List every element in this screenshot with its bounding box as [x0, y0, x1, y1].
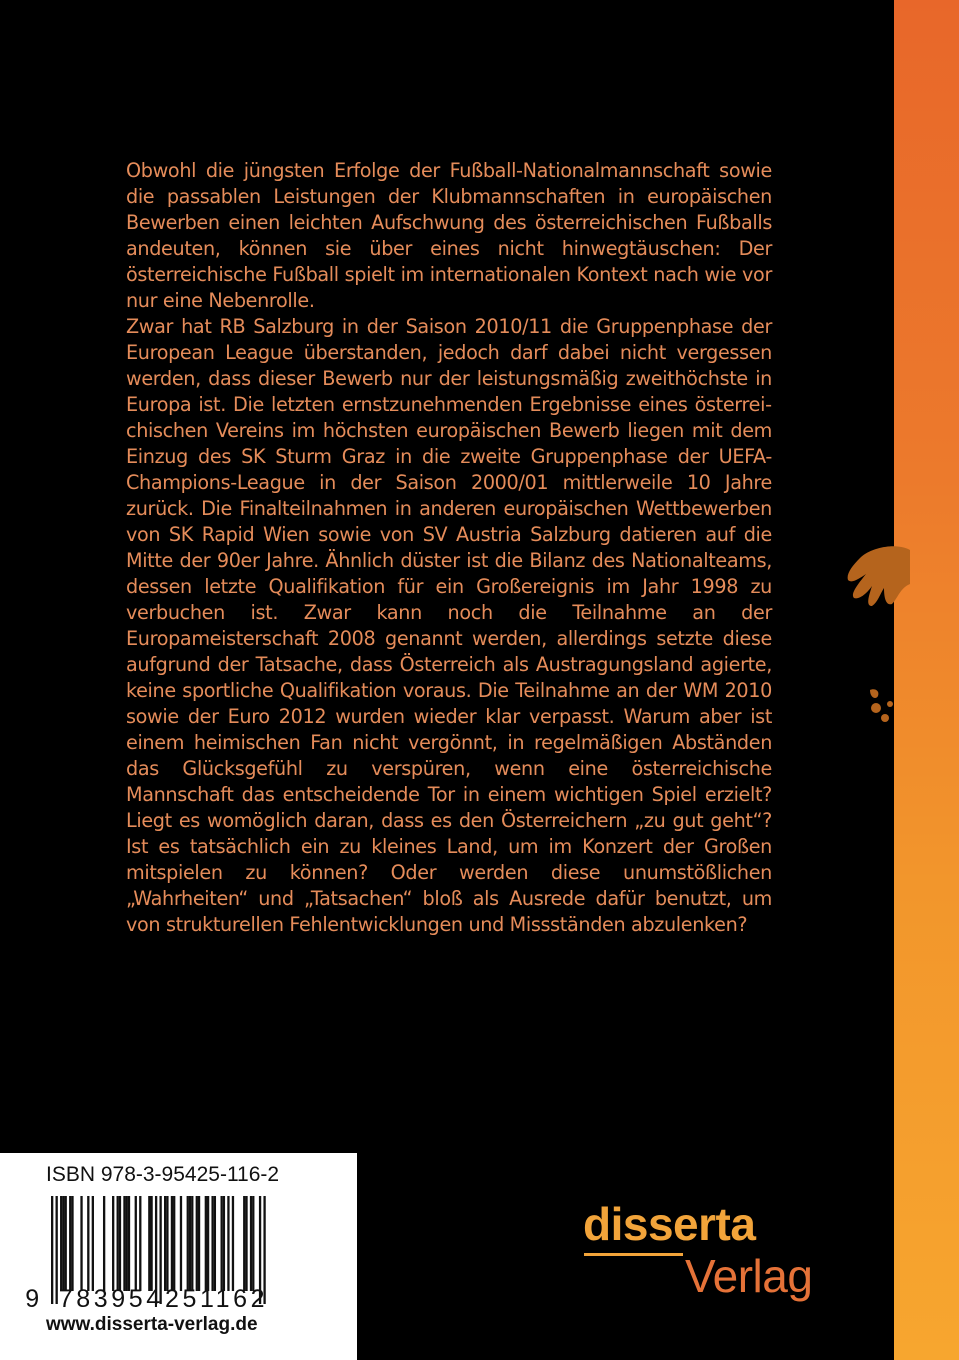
- barcode-bar: [164, 1196, 166, 1291]
- barcode-bar: [211, 1196, 213, 1291]
- barcode-bar: [148, 1196, 150, 1291]
- barcode-bar: [189, 1196, 191, 1291]
- barcode-bar: [92, 1196, 94, 1291]
- barcode-bar: [112, 1196, 114, 1291]
- barcode-bar: [232, 1196, 234, 1291]
- barcode-bar: [71, 1196, 73, 1291]
- barcode-bar: [69, 1196, 71, 1291]
- barcode-bar: [250, 1196, 252, 1291]
- logo-wordmark-bottom: Verlag: [685, 1250, 813, 1302]
- barcode-bar: [166, 1196, 168, 1291]
- barcode-bar: [139, 1196, 141, 1291]
- barcode-bar: [245, 1196, 247, 1291]
- barcode-bar: [223, 1196, 225, 1291]
- barcode-bar: [135, 1196, 137, 1291]
- barcode-digits-right: 251162: [165, 1285, 269, 1313]
- barcode-bar: [150, 1196, 152, 1291]
- barcode-bar: [126, 1196, 128, 1291]
- barcode-bar: [51, 1196, 53, 1304]
- publisher-logo: [583, 1198, 843, 1318]
- barcode-bar: [60, 1196, 62, 1291]
- barcode-bar: [80, 1196, 82, 1291]
- isbn-label: ISBN 978-3-95425-116-2: [46, 1163, 280, 1186]
- barcode-bar: [207, 1196, 209, 1291]
- barcode-bar: [103, 1196, 105, 1291]
- barcode-bar: [221, 1196, 223, 1291]
- barcode-bar: [56, 1196, 58, 1304]
- barcode-bar: [119, 1196, 121, 1291]
- hand-graphic: [840, 540, 910, 740]
- publisher-url: www.disserta-verlag.de: [46, 1314, 258, 1335]
- logo-wordmark-top: disserta: [583, 1198, 756, 1250]
- barcode-bar: [191, 1196, 193, 1291]
- back-cover-blurb: [126, 158, 772, 938]
- barcode-bar: [117, 1196, 119, 1291]
- barcode-bar: [243, 1196, 245, 1291]
- logo-divider: [584, 1253, 683, 1256]
- barcode-panel: [0, 1153, 357, 1360]
- barcode-bar: [205, 1196, 207, 1291]
- barcode-bar: [198, 1196, 200, 1291]
- barcode-bar: [173, 1196, 175, 1291]
- blurb-paragraph-1: Obwohl die jüngsten Erfolge der Fußball-Nationalmannschaft sowie die passablen Leistungen der Klubmannschaften in europäischen Bewerben einen leichten Aufschwung des österreichischen Fußballs andeuten, können sie über eines nicht hinwegtäuschen: Der österreichische Fußball spielt im internationalen Kontext nach wie vor nur eine Nebenrolle.: [126, 159, 772, 312]
- barcode-bar: [196, 1196, 198, 1291]
- barcode-bar: [87, 1196, 89, 1291]
- barcode-bar: [62, 1196, 64, 1291]
- barcode-digit-first: 9: [25, 1285, 43, 1313]
- barcode-bar: [123, 1196, 125, 1291]
- barcode-bar: [214, 1196, 216, 1291]
- barcode-bar: [128, 1196, 130, 1291]
- barcode-bar: [180, 1196, 182, 1291]
- barcode-bar: [171, 1196, 173, 1291]
- isbn-barcode: [0, 1153, 357, 1313]
- barcode-bar: [187, 1196, 189, 1291]
- barcode-bar: [65, 1196, 67, 1291]
- barcode-bar: [252, 1196, 254, 1291]
- barcode-digits-left: 783954: [58, 1285, 164, 1313]
- barcode-bar: [227, 1196, 229, 1291]
- blurb-paragraph-2: Zwar hat RB Salzburg in der Saison 2010/11 die Gruppenphase der European League überstanden, jedoch darf dabei nicht vergessen werden, dass dieser Bewerb nur der leistungsmäßig zweithöchste in Europa ist. Die letzten ernstzunehmenden Ergebnisse eines österreichischen Vereins im höchsten europäischen Bewerb liegen mit dem Einzug des SK Sturm Graz in die zweite Gruppenphase der UEFA-Champions-League in der Saison 2000/01 mittlerweile 10 Jahre zurück. Die Finalteilnahmen in anderen europäischen Wettbewerben von SK Rapid Wien sowie von SV Austria Salzburg datieren auf die Mitte der 90er Jahre. Ähnlich düster ist die Bilanz des Nationalteams, dessen letzte Qualifikation für ein Großereignis im Jahr 1998 zu verbuchen ist. Zwar kann noch die Teilnahme an der Europameisterschaft 2008 genannt werden, allerdings setzte diese aufgrund der Tatsache, dass Österreich als Austragungsland agierte, keine sportliche Qualifikation voraus. Die Teilnahme an der WM 2010 sowie der Euro 2012 wurden wieder klar verpasst. Warum aber ist einem heimischen Fan nicht vergönnt, in regelmäßigen Abständen das Glücksgefühl zu verspüren, wenn eine österreichische Mannschaft das entscheidende Tor in einem wichtigen Spiel erzielt? Liegt es womöglich daran, dass es den Österreichern „zu gut geht“? Ist es tatsächlich ein zu kleines Land, um im Konzert der Großen mitspielen zu können? Oder werden diese unumstößlichen „Wahrheiten“ und „Tatsachen“ bloß als Ausrede dafür benutzt, um von strukturellen Fehlentwicklungen und Missständen abzulenken?: [126, 315, 772, 936]
